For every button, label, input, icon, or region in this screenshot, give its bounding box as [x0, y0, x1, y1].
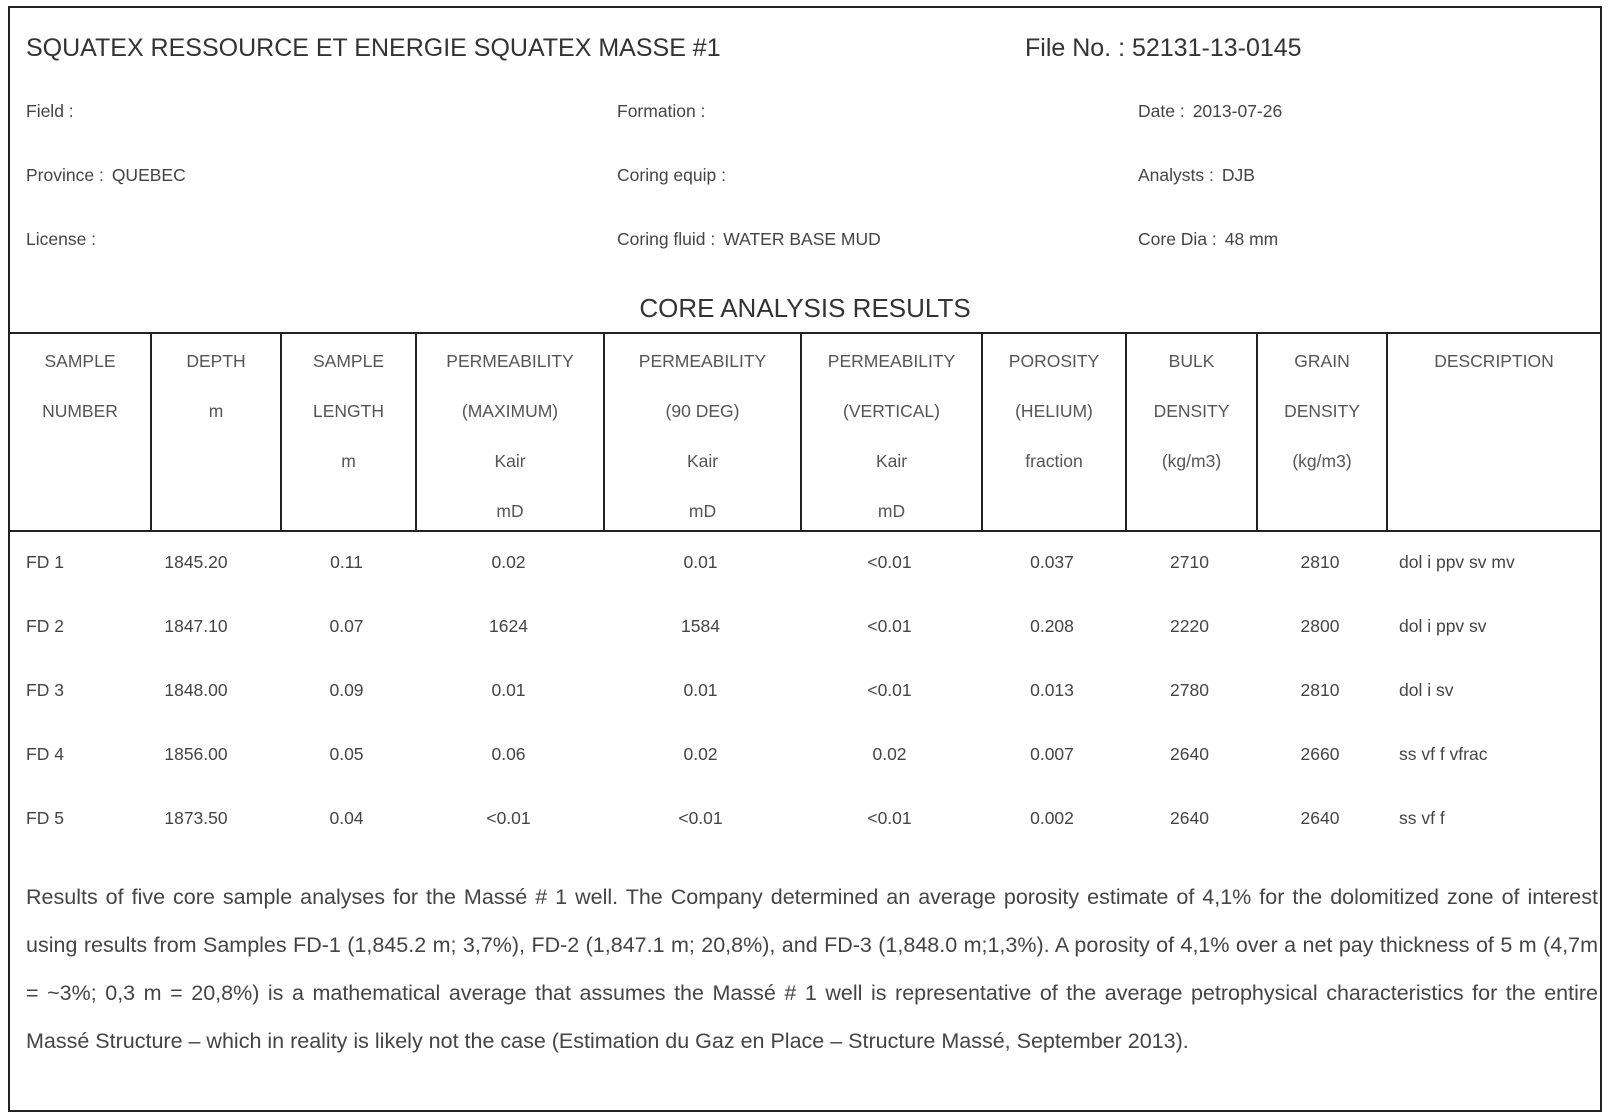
cell-length: 0.09	[329, 680, 364, 700]
cell-perm-max: 0.01	[491, 680, 526, 700]
coring-fluid-label: Coring fluid :	[617, 229, 716, 249]
cell-sample: FD 5	[26, 808, 64, 828]
cell-perm-90: 0.01	[683, 680, 718, 700]
coring-equip-label: Coring equip :	[617, 165, 726, 185]
col-header-line	[1388, 436, 1600, 486]
province-meta	[26, 165, 186, 186]
cell-perm-max: 0.06	[491, 744, 526, 764]
col-header-line: DENSITY	[1153, 401, 1230, 421]
col-header-line: (HELIUM)	[1015, 401, 1093, 421]
col-header-line: SAMPLE	[44, 351, 116, 371]
col-header-grain-density	[1256, 334, 1386, 530]
col-header-depth	[150, 334, 280, 530]
field-meta	[26, 101, 82, 122]
col-header-line	[282, 486, 415, 536]
col-header-line: LENGTH	[313, 401, 384, 421]
cell-bulk-density: 2710	[1170, 552, 1209, 572]
cell-description: dol i ppv sv mv	[1399, 552, 1515, 572]
cell-grain-density: 2640	[1300, 808, 1340, 828]
col-header-description	[1386, 334, 1600, 530]
col-header-line	[1127, 486, 1256, 536]
file-number: File No. : 52131-13-0145	[1025, 34, 1302, 62]
coring-fluid-meta	[617, 229, 881, 250]
col-header-line: NUMBER	[42, 401, 118, 421]
coring-equip-meta	[617, 165, 734, 186]
col-header-line: PERMEABILITY	[638, 351, 767, 371]
cell-perm-vertical: 0.02	[872, 744, 907, 764]
col-header-perm-90	[603, 334, 800, 530]
cell-length: 0.11	[330, 552, 363, 572]
cell-depth: 1847.10	[164, 616, 228, 636]
cell-perm-vertical: <0.01	[867, 680, 912, 700]
report-title: SQUATEX RESSOURCE ET ENERGIE SQUATEX MASSE #1	[26, 34, 721, 62]
cell-sample: FD 4	[26, 744, 64, 764]
cell-porosity: 0.007	[1030, 744, 1074, 764]
col-header-line: Kair	[494, 451, 526, 471]
col-header-porosity	[981, 334, 1125, 530]
province-value: QUEBEC	[111, 165, 186, 185]
table-header	[10, 332, 1600, 532]
caption-paragraph: Results of five core sample analyses for the Massé # 1 well. The Company determined an average porosity estimate of 4,1% for the dolomitized zone of interest using results from Samples FD-1 (1,845.2 m; 3,7%), FD-2 (1,847.1 m; 20,8%), and FD-3 (1,848.0 m;1,3%). A porosity of 4,1% over a net pay thickness of 5 m (4,7m = ~3%; 0,3 m = 20,8%) is a mathematical average that assumes the Massé # 1 well is representative of the average petrophysical characteristics for the entire Massé Structure – which in reality is likely not the case (Estimation du Gaz en Place – Structure Massé, September 2013).	[26, 885, 1598, 1053]
cell-bulk-density: 2780	[1170, 680, 1209, 700]
col-header-line: Kair	[686, 451, 719, 471]
col-header-sample-number	[10, 334, 150, 530]
date-meta	[1138, 101, 1282, 122]
col-header-line	[152, 436, 280, 486]
col-header-line	[1258, 486, 1386, 536]
cell-grain-density: 2810	[1300, 552, 1340, 572]
col-header-line	[983, 486, 1125, 536]
col-header-line: Kair	[875, 451, 908, 471]
core-dia-value: 48 mm	[1224, 229, 1279, 249]
col-header-line: DENSITY	[1284, 401, 1360, 421]
cell-grain-density: 2810	[1300, 680, 1340, 700]
col-header-sample-length	[280, 334, 415, 530]
province-label: Province :	[26, 165, 104, 185]
cell-depth: 1848.00	[164, 680, 228, 700]
date-label: Date :	[1138, 101, 1185, 121]
col-header-line: fraction	[1025, 451, 1083, 471]
core-dia-meta	[1138, 229, 1278, 250]
cell-perm-vertical: <0.01	[867, 808, 912, 828]
col-header-line: m	[341, 451, 356, 471]
cell-depth: 1856.00	[164, 744, 228, 764]
col-header-line: mD	[688, 501, 717, 521]
cell-perm-90: 1584	[681, 616, 720, 636]
cell-description: ss vf f vfrac	[1399, 744, 1488, 764]
col-header-line	[10, 436, 150, 486]
license-label: License :	[26, 229, 97, 249]
cell-bulk-density: 2220	[1170, 616, 1209, 636]
cell-perm-vertical: <0.01	[867, 616, 912, 636]
col-header-line: DESCRIPTION	[1434, 351, 1554, 371]
cell-perm-90: 0.01	[683, 552, 718, 572]
col-header-line	[1388, 486, 1600, 536]
col-header-line: BULK	[1168, 351, 1215, 371]
cell-porosity: 0.013	[1030, 680, 1074, 700]
field-label: Field :	[26, 101, 74, 121]
cell-perm-90: 0.02	[683, 744, 718, 764]
cell-porosity: 0.002	[1030, 808, 1074, 828]
cell-grain-density: 2800	[1300, 616, 1340, 636]
date-value: 2013-07-26	[1192, 101, 1283, 121]
license-meta	[26, 229, 104, 250]
core-dia-label: Core Dia :	[1138, 229, 1217, 249]
cell-length: 0.05	[329, 744, 364, 764]
cell-depth: 1873.50	[164, 808, 228, 828]
col-header-perm-max	[415, 334, 603, 530]
col-header-perm-vertical	[800, 334, 981, 530]
analysts-meta	[1138, 165, 1255, 186]
col-header-line: PERMEABILITY	[446, 351, 574, 371]
report-frame	[8, 6, 1602, 1112]
cell-perm-vertical: <0.01	[867, 552, 912, 572]
col-header-line: (VERTICAL)	[843, 401, 940, 421]
cell-sample: FD 2	[26, 616, 64, 636]
cell-sample: FD 3	[26, 680, 64, 700]
cell-depth: 1845.20	[164, 552, 228, 572]
section-title: CORE ANALYSIS RESULTS	[639, 293, 971, 323]
analysts-label: Analysts :	[1138, 165, 1214, 185]
cell-porosity: 0.037	[1030, 552, 1074, 572]
col-header-line: SAMPLE	[313, 351, 384, 371]
cell-porosity: 0.208	[1030, 616, 1074, 636]
col-header-line: mD	[496, 501, 524, 521]
col-header-line: mD	[877, 501, 906, 521]
cell-grain-density: 2660	[1300, 744, 1340, 764]
cell-bulk-density: 2640	[1170, 808, 1209, 828]
col-header-line	[10, 486, 150, 536]
formation-label: Formation :	[617, 101, 706, 121]
col-header-line: (MAXIMUM)	[461, 401, 559, 421]
cell-bulk-density: 2640	[1170, 744, 1209, 764]
cell-perm-90: <0.01	[678, 808, 723, 828]
analysts-value: DJB	[1221, 165, 1255, 185]
cell-perm-max: 1624	[489, 616, 528, 636]
coring-fluid-value: WATER BASE MUD	[723, 229, 881, 249]
col-header-line	[1388, 386, 1600, 436]
cell-perm-max: <0.01	[486, 808, 531, 828]
col-header-line: m	[208, 401, 224, 421]
col-header-line: DEPTH	[186, 351, 246, 371]
cell-sample: FD 1	[26, 552, 64, 572]
col-header-bulk-density	[1125, 334, 1256, 530]
cell-perm-max: 0.02	[491, 552, 526, 572]
col-header-line: (kg/m3)	[1292, 451, 1352, 471]
cell-description: dol i ppv sv	[1399, 616, 1487, 636]
cell-length: 0.07	[329, 616, 364, 636]
col-header-line: POROSITY	[1008, 351, 1100, 371]
col-header-line: (90 DEG)	[665, 401, 740, 421]
col-header-line: PERMEABILITY	[827, 351, 956, 371]
cell-description: ss vf f	[1399, 808, 1445, 828]
col-header-line: GRAIN	[1294, 351, 1350, 371]
cell-description: dol i sv	[1399, 680, 1454, 700]
formation-meta	[617, 101, 714, 122]
cell-length: 0.04	[329, 808, 364, 828]
col-header-line	[152, 486, 280, 536]
col-header-line: (kg/m3)	[1161, 451, 1222, 471]
